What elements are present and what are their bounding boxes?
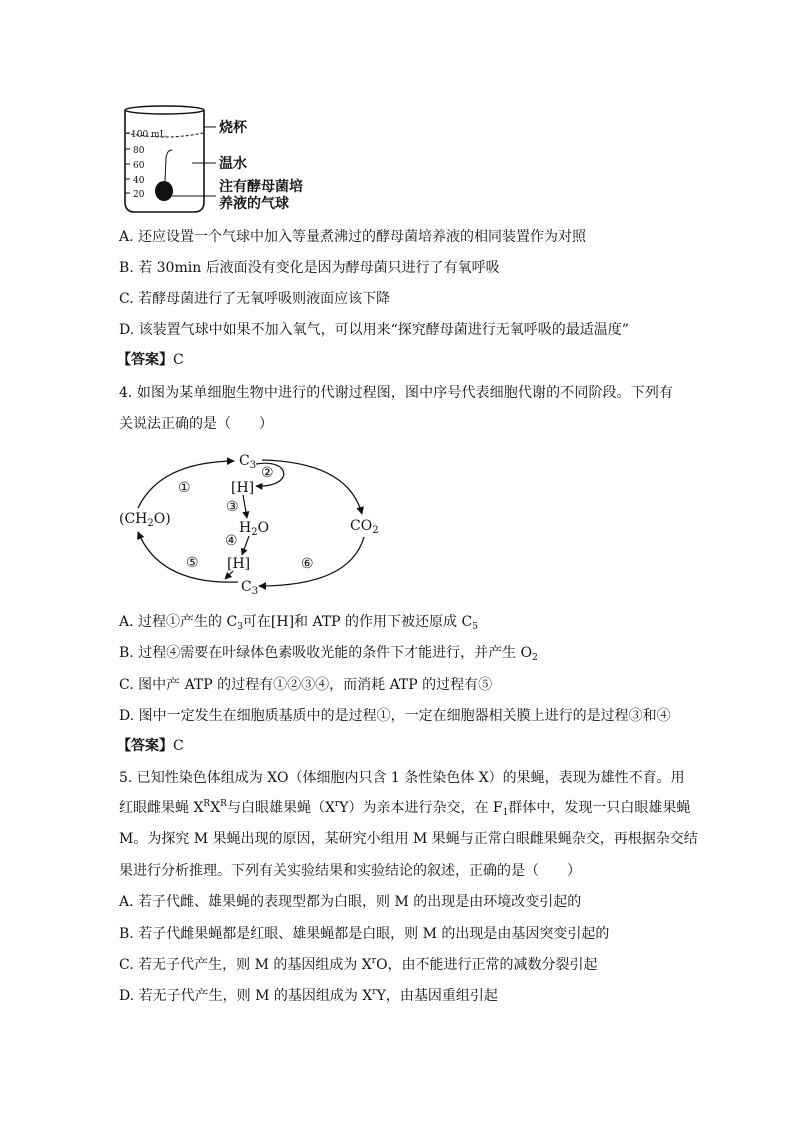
stem-text: M。为探究 M 果蝇出现的原因，某研究小组用 M 果蝇与正常白眼雌果蝇杂交，再根据杂交结 xyxy=(119,831,698,847)
balloon-label-line1: 注有酵母菌培 xyxy=(219,179,303,195)
subscript: 1 xyxy=(502,808,509,818)
answer-label: 【答案】 xyxy=(117,352,173,368)
option-text: D. 若无子代产生，则 M 的基因组成为 X xyxy=(119,988,373,1004)
arrow-process-3 xyxy=(243,495,247,518)
node-text: CO xyxy=(350,518,373,534)
q3-option-d xyxy=(119,320,629,340)
node-subscript: 2 xyxy=(372,525,379,536)
arrow-c3-to-co2 xyxy=(262,460,362,514)
scale-mark: 80 xyxy=(133,146,145,156)
scale-mark: 20 xyxy=(133,190,145,200)
subscript: 5 xyxy=(472,622,478,632)
beaker-figure xyxy=(100,95,330,220)
stem-text: 与白眼雄果蝇（X xyxy=(226,800,335,816)
q3-option-c xyxy=(119,289,390,309)
superscript: r xyxy=(371,956,377,966)
q4-option-a xyxy=(119,612,478,632)
node-subscript: 3 xyxy=(251,586,259,597)
stem-text: 群体中，发现一只白眼雄果蝇 xyxy=(508,800,691,816)
warm-water-label: 温水 xyxy=(219,156,247,172)
option-text: A. 还应设置一个气球中加入等量煮沸过的酵母菌培养液的相同装置作为对照 xyxy=(119,229,587,245)
option-text: C. 若酵母菌进行了无氧呼吸则液面应该下降 xyxy=(119,291,391,307)
answer-label: 【答案】 xyxy=(117,738,173,754)
q4-stem-line1 xyxy=(119,383,673,403)
metabolism-diagram xyxy=(100,440,400,605)
q5-stem-line2 xyxy=(119,798,691,818)
q3-option-b xyxy=(119,258,500,278)
process-label-6: ⑥ xyxy=(301,556,314,572)
node-h-top: [H] xyxy=(231,480,255,496)
node-text: O xyxy=(257,520,270,536)
option-text: A. 若子代雌、雄果蝇的表现型都为白眼，则 M 的出现是由环境改变引起的 xyxy=(119,894,582,910)
node-text: H xyxy=(239,520,252,536)
balloon-string xyxy=(165,150,172,181)
q3-answer xyxy=(117,350,184,370)
process-label-4: ④ xyxy=(225,533,238,549)
answer-value: C xyxy=(173,738,184,754)
scale-mark: 100 mL xyxy=(131,130,166,140)
node-text: C xyxy=(241,579,252,595)
superscript: R xyxy=(203,799,211,809)
option-text: B. 过程④需要在叶绿体色素吸收光能的条件下才能进行，并产生 O xyxy=(119,645,533,661)
option-text: Y，由基因重组引起 xyxy=(376,988,498,1004)
node-subscript: 2 xyxy=(147,518,154,529)
node-text: C xyxy=(239,453,250,469)
node-co2 xyxy=(350,518,379,536)
scale-mark: 40 xyxy=(133,176,145,186)
answer-value: C xyxy=(173,352,184,368)
q4-option-d xyxy=(119,706,671,726)
option-text: C. 图中产 ATP 的过程有①②③④，而消耗 ATP 的过程有⑤ xyxy=(119,677,493,693)
node-h-bottom: [H] xyxy=(227,556,251,572)
arrow-h-to-c3 xyxy=(225,571,233,579)
stem-text: 5. 已知性染色体组成为 XO（体细胞内只含 1 条性染色体 X）的果蝇，表现为雄性不育。用 xyxy=(119,770,685,786)
option-text: D. 图中一定发生在细胞质基质中的是过程①，一定在细胞器相关膜上进行的是过程③和④ xyxy=(119,708,671,724)
q5-stem-line3 xyxy=(119,829,698,849)
subscript: 2 xyxy=(532,653,538,663)
process-label-2: ② xyxy=(261,465,274,481)
stem-text: X xyxy=(210,800,221,816)
scale-mark: 60 xyxy=(133,161,145,171)
option-text: O，由不能进行正常的减数分裂引起 xyxy=(376,957,598,973)
process-label-3: ③ xyxy=(226,499,239,515)
option-text: B. 若 30min 后液面没有变化是因为酵母菌只进行了有氧呼吸 xyxy=(119,260,500,276)
superscript: r xyxy=(334,799,340,809)
arrow-process-4 xyxy=(242,536,249,555)
node-text: O) xyxy=(153,511,171,527)
beaker-label: 烧杯 xyxy=(219,120,247,136)
q4-option-c xyxy=(119,675,492,695)
q5-option-a xyxy=(119,892,581,912)
balloon-label-line2: 养液的气球 xyxy=(219,196,289,212)
stem-text: 4. 如图为某单细胞生物中进行的代谢过程图，图中序号代表细胞代谢的不同阶段。下列有 xyxy=(119,385,673,401)
node-h2o xyxy=(239,520,269,538)
q5-stem-line1 xyxy=(119,768,685,788)
q5-stem-line4 xyxy=(119,861,581,881)
q5-option-d xyxy=(119,986,498,1006)
subscript: 3 xyxy=(237,622,243,632)
superscript: R xyxy=(220,799,227,809)
q5-option-c xyxy=(119,955,598,975)
q4-answer xyxy=(117,736,184,756)
option-text: D. 该装置气球中如果不加入氧气，可以用来“探究酵母菌进行无氧呼吸的最适温度” xyxy=(119,322,629,338)
stem-text: 关说法正确的是（ ） xyxy=(119,416,273,432)
option-text: 可在[H]和 ATP 的作用下被还原成 C xyxy=(242,614,473,630)
option-text: C. 若无子代产生，则 M 的基因组成为 X xyxy=(119,957,372,973)
stem-text: 红眼雌果蝇 X xyxy=(119,800,204,816)
superscript: r xyxy=(372,987,377,997)
stem-text: 果进行分析推理。下列有关实验结果和实验结论的叙述，正确的是（ ） xyxy=(119,863,581,879)
q4-stem-line2 xyxy=(119,414,273,434)
node-text: (CH xyxy=(119,511,148,527)
node-ch2o xyxy=(119,511,171,529)
option-text: A. 过程①产生的 C xyxy=(119,614,238,630)
balloon xyxy=(155,181,173,201)
node-c3-bottom xyxy=(241,579,258,597)
q5-option-b xyxy=(119,924,609,944)
q3-option-a xyxy=(119,227,586,247)
node-c3-top xyxy=(239,453,256,471)
node-subscript: 3 xyxy=(249,460,257,471)
node-subscript: 2 xyxy=(251,527,258,538)
process-label-1: ① xyxy=(178,480,191,496)
beaker-rim xyxy=(125,106,204,114)
process-label-5: ⑤ xyxy=(186,555,199,571)
option-text: B. 若子代雌果蝇都是红眼、雄果蝇都是白眼，则 M 的出现是由基因突变引起的 xyxy=(119,926,610,942)
q4-option-b xyxy=(119,643,538,663)
stem-text: Y）为亲本进行杂交，在 F xyxy=(339,800,503,816)
